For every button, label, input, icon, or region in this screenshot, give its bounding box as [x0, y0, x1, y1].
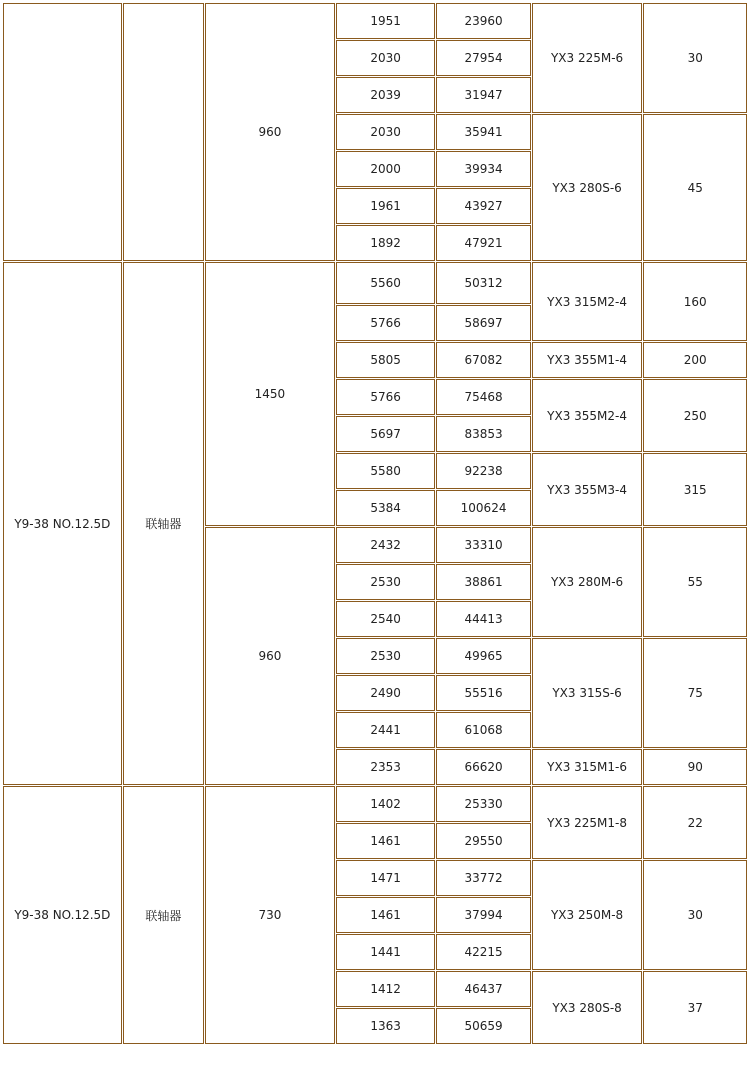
table-body: [3, 3, 747, 1044]
pressure-cell: 2000: [336, 151, 435, 187]
table-row: [3, 3, 747, 39]
flow-cell: 39934: [436, 151, 530, 187]
flow-cell: 47921: [436, 225, 530, 261]
power-cell: 200: [643, 342, 747, 378]
pressure-cell: 1961: [336, 188, 435, 224]
power-cell: 45: [643, 114, 747, 261]
pressure-cell: 1951: [336, 3, 435, 39]
fan-model-cell: Y9-38 NO.12.5D: [3, 262, 122, 785]
table-row: [3, 262, 747, 304]
pressure-cell: 2039: [336, 77, 435, 113]
flow-cell: 50659: [436, 1008, 530, 1044]
pressure-cell: 5560: [336, 262, 435, 304]
flow-cell: 67082: [436, 342, 530, 378]
flow-cell: 27954: [436, 40, 530, 76]
flow-cell: 33772: [436, 860, 530, 896]
motor-model-cell: YX3 355M2-4: [532, 379, 643, 452]
pressure-cell: 5766: [336, 379, 435, 415]
power-cell: 22: [643, 786, 747, 859]
power-cell: 30: [643, 3, 747, 113]
pressure-cell: 2490: [336, 675, 435, 711]
power-cell: 315: [643, 453, 747, 526]
pressure-cell: 2530: [336, 564, 435, 600]
flow-cell: 25330: [436, 786, 530, 822]
drive-type-cell: [123, 3, 204, 261]
pressure-cell: 1471: [336, 860, 435, 896]
fan-model-cell: Y9-38 NO.12.5D: [3, 786, 122, 1044]
pressure-cell: 1461: [336, 823, 435, 859]
speed-cell: 730: [205, 786, 335, 1044]
motor-model-cell: YX3 280S-6: [532, 114, 643, 261]
speed-cell: 960: [205, 527, 335, 785]
motor-model-cell: YX3 355M1-4: [532, 342, 643, 378]
pressure-cell: 1402: [336, 786, 435, 822]
flow-cell: 66620: [436, 749, 530, 785]
speed-cell: 960: [205, 3, 335, 261]
pressure-cell: 1461: [336, 897, 435, 933]
pressure-cell: 2441: [336, 712, 435, 748]
power-cell: 30: [643, 860, 747, 970]
motor-model-cell: YX3 315S-6: [532, 638, 643, 748]
pressure-cell: 5384: [336, 490, 435, 526]
motor-model-cell: YX3 315M2-4: [532, 262, 643, 341]
pressure-cell: 5697: [336, 416, 435, 452]
flow-cell: 43927: [436, 188, 530, 224]
pressure-cell: 5805: [336, 342, 435, 378]
drive-type-cell: 联轴器: [123, 786, 204, 1044]
pressure-cell: 1363: [336, 1008, 435, 1044]
flow-cell: 29550: [436, 823, 530, 859]
flow-cell: 83853: [436, 416, 530, 452]
flow-cell: 23960: [436, 3, 530, 39]
flow-cell: 42215: [436, 934, 530, 970]
pressure-cell: 2530: [336, 638, 435, 674]
pressure-cell: 1892: [336, 225, 435, 261]
fan-performance-table: [2, 2, 748, 1045]
flow-cell: 35941: [436, 114, 530, 150]
pressure-cell: 1412: [336, 971, 435, 1007]
table-row: [3, 786, 747, 822]
power-cell: 90: [643, 749, 747, 785]
power-cell: 75: [643, 638, 747, 748]
power-cell: 37: [643, 971, 747, 1044]
flow-cell: 75468: [436, 379, 530, 415]
pressure-cell: 2432: [336, 527, 435, 563]
pressure-cell: 2030: [336, 114, 435, 150]
pressure-cell: 1441: [336, 934, 435, 970]
motor-model-cell: YX3 280M-6: [532, 527, 643, 637]
motor-model-cell: YX3 250M-8: [532, 860, 643, 970]
motor-model-cell: YX3 315M1-6: [532, 749, 643, 785]
flow-cell: 50312: [436, 262, 530, 304]
pressure-cell: 2540: [336, 601, 435, 637]
pressure-cell: 5580: [336, 453, 435, 489]
flow-cell: 31947: [436, 77, 530, 113]
flow-cell: 44413: [436, 601, 530, 637]
flow-cell: 46437: [436, 971, 530, 1007]
flow-cell: 37994: [436, 897, 530, 933]
flow-cell: 38861: [436, 564, 530, 600]
flow-cell: 61068: [436, 712, 530, 748]
motor-model-cell: YX3 225M1-8: [532, 786, 643, 859]
motor-model-cell: YX3 355M3-4: [532, 453, 643, 526]
power-cell: 55: [643, 527, 747, 637]
speed-cell: 1450: [205, 262, 335, 526]
drive-type-cell: 联轴器: [123, 262, 204, 785]
flow-cell: 33310: [436, 527, 530, 563]
flow-cell: 55516: [436, 675, 530, 711]
flow-cell: 49965: [436, 638, 530, 674]
pressure-cell: 5766: [336, 305, 435, 341]
flow-cell: 92238: [436, 453, 530, 489]
pressure-cell: 2353: [336, 749, 435, 785]
flow-cell: 58697: [436, 305, 530, 341]
motor-model-cell: YX3 225M-6: [532, 3, 643, 113]
power-cell: 160: [643, 262, 747, 341]
fan-model-cell: [3, 3, 122, 261]
power-cell: 250: [643, 379, 747, 452]
pressure-cell: 2030: [336, 40, 435, 76]
flow-cell: 100624: [436, 490, 530, 526]
motor-model-cell: YX3 280S-8: [532, 971, 643, 1044]
